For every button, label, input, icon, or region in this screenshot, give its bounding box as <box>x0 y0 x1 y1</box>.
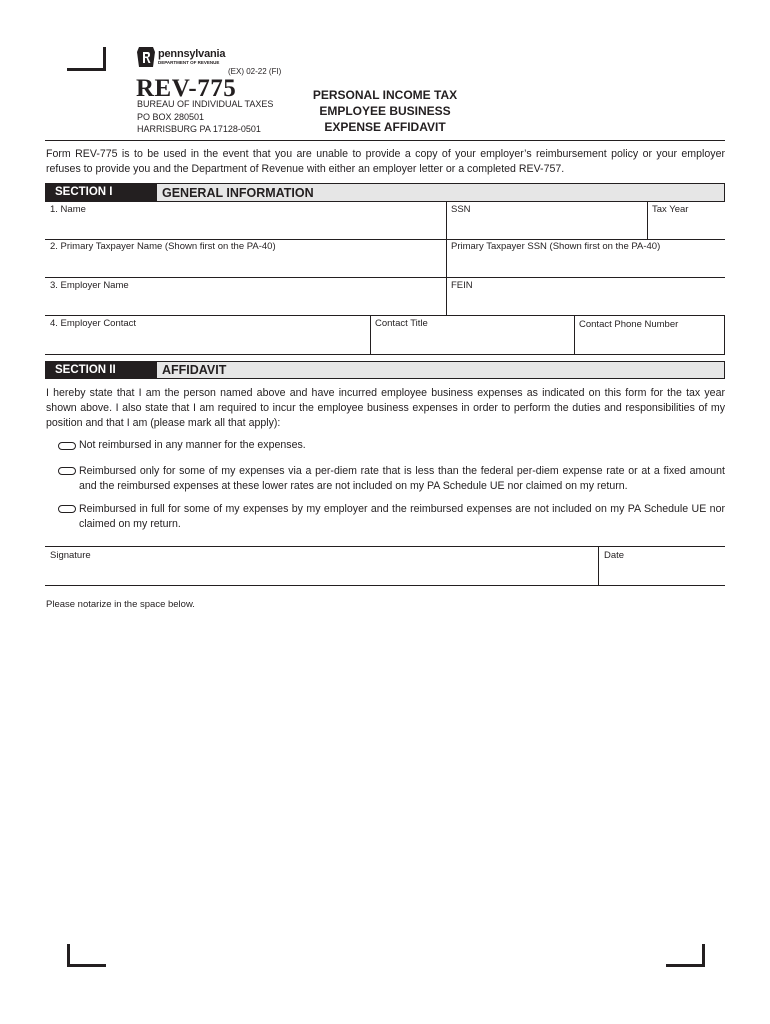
col-divider <box>446 202 447 278</box>
col-divider <box>446 277 447 315</box>
affidavit-statement: I hereby state that I am the person named above and have incurred employee business expenses as indicated on this form for the tax year shown above. I also state that I am required to incur the employee business expenses in order to perform the duties and responsibilities of my position and that I am (please mark all that apply): <box>46 387 725 429</box>
bureau-line: HARRISBURG PA 17128-0501 <box>137 124 261 134</box>
row-divider <box>45 354 725 355</box>
primary-name-field[interactable] <box>46 254 444 276</box>
employer-contact-field[interactable] <box>46 330 368 353</box>
ssn-label: SSN <box>451 204 471 215</box>
col-divider <box>647 202 648 240</box>
bureau-line: PO BOX 280501 <box>137 111 205 122</box>
employer-name-field[interactable] <box>46 292 444 314</box>
signature-date-divider <box>598 546 599 586</box>
row-divider <box>45 277 725 278</box>
employer-contact-label: 4. Employer Contact <box>50 318 137 329</box>
primary-ssn-label: Primary Taxpayer SSN (Shown first on the PA-40) <box>451 241 661 252</box>
employer-name-label: 3. Employer Name <box>50 280 129 291</box>
signature-label: Signature <box>50 550 91 561</box>
row-divider <box>45 239 725 240</box>
option-1-text: Not reimbursed in any manner for the expenses. <box>79 439 306 451</box>
signature-top-rule <box>45 546 725 547</box>
row-divider <box>45 315 725 316</box>
col-divider <box>370 315 371 354</box>
option-3-checkbox[interactable] <box>58 505 76 513</box>
tax-year-label: Tax Year <box>652 204 689 215</box>
signature-field[interactable] <box>46 562 596 584</box>
title-line: EMPLOYEE BUSINESS <box>319 104 451 118</box>
keystone-icon <box>137 47 155 67</box>
ssn-field[interactable] <box>448 216 645 238</box>
pa-logo <box>137 47 247 69</box>
primary-ssn-field[interactable] <box>448 254 724 276</box>
col-divider <box>574 315 575 354</box>
fein-label: FEIN <box>451 280 473 291</box>
tax-year-field[interactable] <box>649 216 724 238</box>
signature-bottom-rule <box>45 585 725 586</box>
form-number: REV-775 <box>136 75 237 102</box>
name-label: 1. Name <box>50 204 86 215</box>
bureau-address <box>137 98 273 136</box>
option-1-checkbox[interactable] <box>58 442 76 450</box>
contact-title-field[interactable] <box>372 330 572 353</box>
revision-code: (EX) 02-22 (FI) <box>228 67 282 76</box>
option-3-text: Reimbursed in full for some of my expenses by my employer and the reimbursed expenses are not included on my PA Schedule UE nor claimed on my return. <box>79 503 725 530</box>
date-field[interactable] <box>600 562 724 584</box>
title-line: PERSONAL INCOME TAX <box>312 88 458 102</box>
date-label: Date <box>604 550 625 561</box>
fein-field[interactable] <box>448 292 724 314</box>
crop-mark-top <box>67 47 106 71</box>
title-line: EXPENSE AFFIDAVIT <box>324 120 446 134</box>
section-2-tag: SECTION II <box>45 361 156 379</box>
notarize-note: Please notarize in the space below. <box>46 599 195 610</box>
primary-name-label: 2. Primary Taxpayer Name (Shown first on the PA-40) <box>50 241 276 252</box>
section-1-tag: SECTION I <box>45 183 156 202</box>
name-field[interactable] <box>46 216 444 238</box>
logo-text: pennsylvania <box>158 48 226 60</box>
contact-phone-label: Contact Phone Number <box>579 319 679 330</box>
intro-text: Form REV-775 is to be used in the event that you are unable to provide a copy of your employer’s reimbursement policy or your employer refuses to provide you and the Department of Revenue with either an employer letter or a completed REV-757. <box>46 148 725 175</box>
header-rule <box>45 140 725 141</box>
option-2-checkbox[interactable] <box>58 467 76 475</box>
logo-subtext: DEPARTMENT OF REVENUE <box>158 60 220 65</box>
contact-phone-field[interactable] <box>576 331 722 353</box>
crop-mark-bottom-right <box>666 944 705 967</box>
option-2-text: Reimbursed only for some of my expenses via a per-diem rate that is less than the federal per-diem expense rate or at a fixed amount and the reimbursed expenses at these lower rates are not included on my PA Schedule UE nor claimed on my return. <box>79 465 725 492</box>
form-title <box>300 87 470 135</box>
bureau-line: BUREAU OF INDIVIDUAL TAXES <box>137 99 274 109</box>
col-divider <box>724 315 725 354</box>
crop-mark-bottom-left <box>67 944 106 967</box>
section-1-title: GENERAL INFORMATION <box>156 183 725 202</box>
contact-title-label: Contact Title <box>375 318 428 329</box>
section-2-title: AFFIDAVIT <box>156 361 725 379</box>
